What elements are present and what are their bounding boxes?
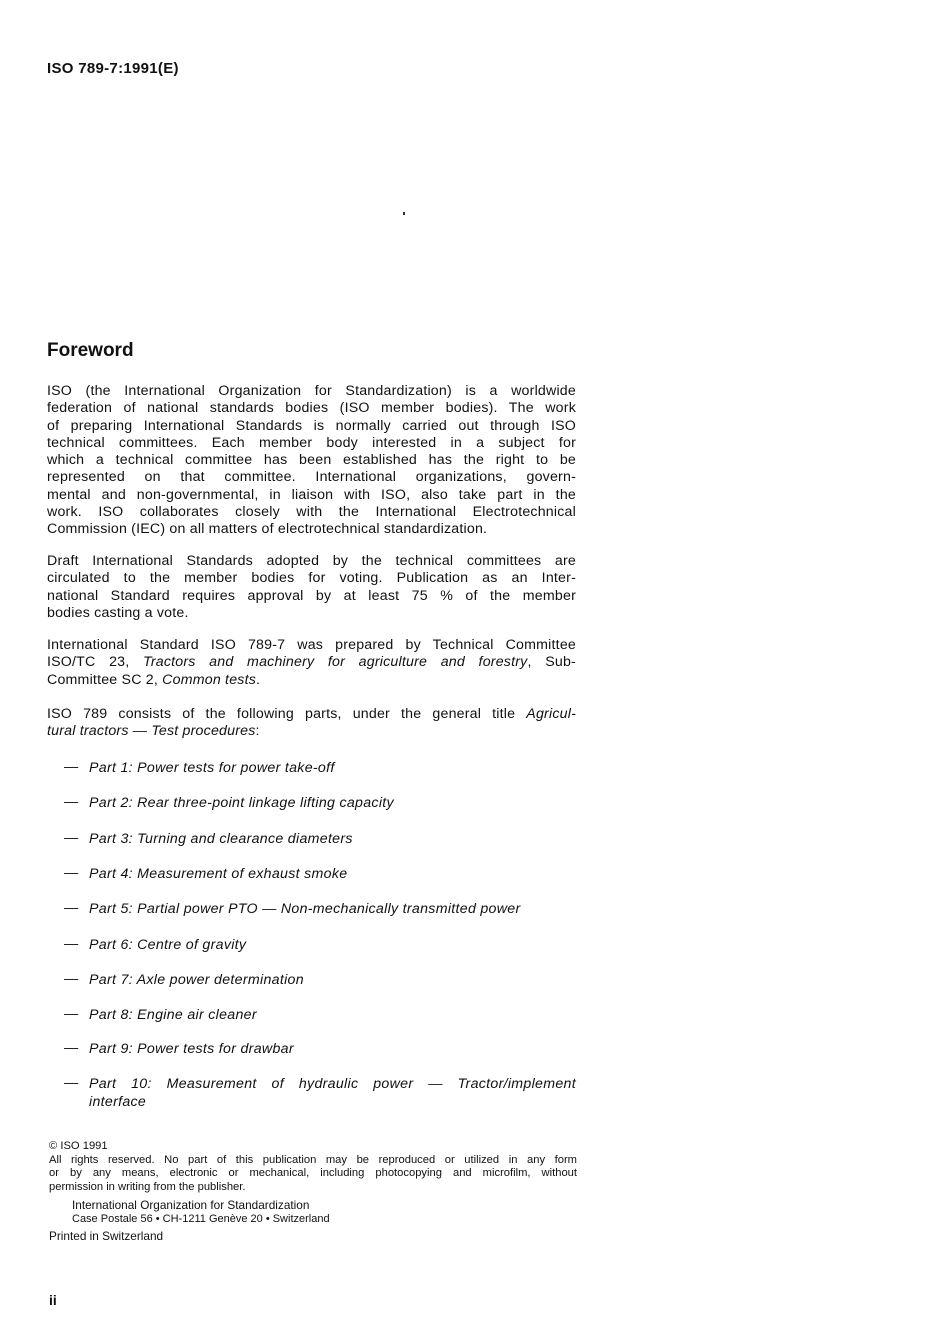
part-title-line: Part 8: Engine air cleaner — [89, 1007, 257, 1023]
text-segment: work. ISO collaborates closely with the International Electrotechnical — [47, 504, 576, 521]
part-title-line: Part 5: Partial power PTO — Non-mechanically transmitted power — [89, 901, 521, 917]
text-segment: Commission (IEC) on all matters of electrotechnical standardization. — [47, 521, 488, 538]
list-item — [64, 865, 576, 883]
document-header: ISO 789-7:1991(E) — [47, 60, 179, 77]
publisher-address — [72, 1199, 330, 1226]
part-title — [89, 1075, 576, 1111]
text-segment: represented on that committee. International organizations, govern- — [47, 469, 576, 486]
rights-line: All rights reserved. No part of this publication may be reproduced or utilized in any form — [49, 1153, 577, 1166]
copyright-line: © ISO 1991 — [49, 1140, 108, 1152]
printed-in: Printed in Switzerland — [49, 1229, 164, 1243]
text-segment: International Standard ISO 789-7 was prepared by Technical Committee — [47, 637, 576, 653]
speck — [403, 212, 405, 215]
list-item — [64, 971, 576, 989]
text-line — [47, 504, 576, 521]
part-title-line: Part 1: Power tests for power take-off — [89, 760, 335, 776]
text-line — [47, 588, 576, 605]
paragraph-2 — [47, 553, 576, 622]
part-title — [89, 1006, 576, 1024]
part-title-line: Part 2: Rear three-point linkage lifting capacity — [89, 795, 394, 811]
list-item — [64, 1075, 576, 1111]
publisher-name: International Organization for Standardization — [72, 1198, 310, 1212]
part-title — [89, 936, 576, 954]
text-line — [47, 570, 576, 587]
text-line — [47, 418, 576, 435]
postal-address: Case Postale 56 • CH-1211 Genève 20 • Switzerland — [72, 1212, 330, 1225]
dash-bullet: — — [64, 759, 79, 775]
text-segment: ISO (the International Organization for Standardization) is a worldwide — [47, 383, 576, 399]
list-item — [64, 759, 576, 777]
text-line — [47, 605, 576, 622]
dash-bullet: — — [64, 1006, 79, 1022]
part-title-line: Part 10: Measurement of hydraulic power — Tractor/implement — [89, 1076, 576, 1092]
text-line — [47, 521, 576, 538]
italic-text: Common tests — [162, 671, 257, 688]
dash-bullet: — — [64, 794, 79, 810]
text-segment: Draft International Standards adopted by the technical committees are — [47, 553, 576, 569]
paragraph-4 — [47, 706, 576, 741]
text-segment: Committee SC 2, — [47, 671, 163, 688]
part-title — [89, 971, 576, 989]
paragraph-3 — [47, 637, 576, 689]
text-segment: : — [255, 723, 260, 740]
text-line — [47, 637, 576, 654]
list-item — [64, 900, 576, 918]
list-item — [64, 1006, 576, 1024]
text-line — [47, 452, 576, 469]
part-title-line: Part 9: Power tests for drawbar — [89, 1041, 294, 1057]
dash-bullet: — — [64, 900, 79, 916]
part-title — [89, 759, 576, 777]
text-segment: circulated to the member bodies for voting. Publication as an Inter- — [47, 570, 576, 587]
list-item — [64, 830, 576, 848]
part-title-line: Part 4: Measurement of exhaust smoke — [89, 866, 348, 882]
part-title — [89, 900, 576, 918]
part-title-line: interface — [89, 1094, 147, 1110]
text-line — [47, 723, 576, 740]
text-line — [47, 383, 576, 400]
section-title: Foreword — [47, 340, 134, 361]
text-line — [47, 400, 576, 417]
part-title — [89, 794, 576, 812]
italic-text: Tractors and machinery for agriculture and forestry — [143, 654, 528, 671]
text-segment: federation of national standards bodies (ISO member bodies). The work — [47, 400, 576, 417]
text-line — [47, 672, 576, 689]
dash-bullet: — — [64, 830, 79, 846]
page-number: ii — [49, 1292, 57, 1308]
dash-bullet: — — [64, 936, 79, 952]
text-segment: ISO 789 consists of the following parts, under the general title — [47, 706, 527, 722]
text-segment: . — [256, 671, 261, 688]
text-line — [47, 435, 576, 452]
text-segment: technical committees. Each member body interested in a subject for — [47, 434, 576, 451]
text-line — [47, 553, 576, 570]
text-segment: which a technical committee has been established has the right to be — [47, 452, 576, 469]
text-segment: national Standard requires approval by at least 75 % of the member — [47, 587, 576, 604]
text-segment: of preparing International Standards is normally carried out through ISO — [47, 417, 576, 434]
text-segment: bodies casting a vote. — [47, 604, 189, 621]
part-title-line: Part 3: Turning and clearance diameters — [89, 831, 353, 847]
dash-bullet: — — [64, 971, 79, 987]
part-title — [89, 1040, 576, 1058]
part-title-line: Part 7: Axle power determination — [89, 972, 304, 988]
part-title — [89, 830, 576, 848]
paragraph-1 — [47, 383, 576, 539]
text-line — [47, 469, 576, 486]
list-item — [64, 794, 576, 812]
text-segment: mental and non-governmental, in liaison with ISO, also take part in the — [47, 486, 576, 503]
text-line — [47, 706, 576, 723]
dash-bullet: — — [64, 1040, 79, 1056]
text-segment: , Sub- — [527, 654, 576, 671]
text-line — [47, 654, 576, 671]
part-title — [89, 865, 576, 883]
rights-line: permission in writing from the publisher. — [49, 1180, 246, 1193]
list-item — [64, 1040, 576, 1058]
text-segment: ISO/TC 23, — [47, 654, 144, 671]
text-line — [47, 487, 576, 504]
dash-bullet: — — [64, 865, 79, 881]
part-title-line: Part 6: Centre of gravity — [89, 937, 247, 953]
copyright-notice — [49, 1140, 577, 1194]
list-item — [64, 936, 576, 954]
rights-line: or by any means, electronic or mechanical, including photocopying and microfilm, without — [49, 1167, 577, 1179]
italic-text: tural tractors — Test procedures — [47, 723, 256, 740]
dash-bullet: — — [64, 1075, 79, 1091]
italic-text: Agricul- — [526, 706, 576, 722]
